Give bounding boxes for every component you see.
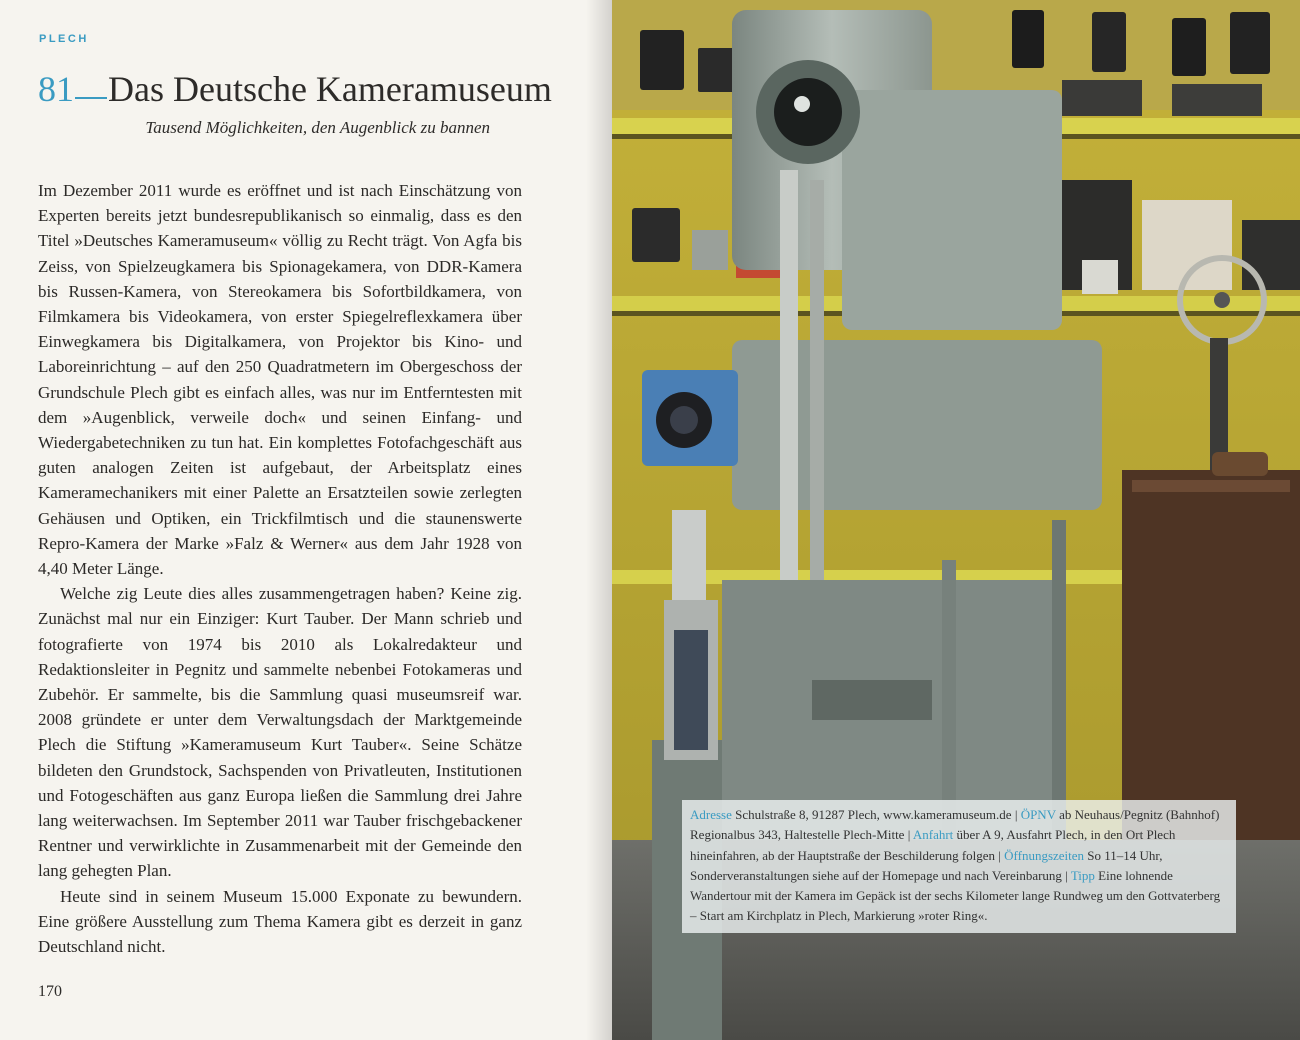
- hours-label: Öffnungszeiten: [1004, 847, 1085, 863]
- chapter-title: Das Deutsche Kameramuseum: [108, 69, 552, 109]
- tip-label: Tipp: [1070, 867, 1095, 883]
- left-page: [0, 0, 612, 1040]
- page-number: 170: [38, 983, 62, 1000]
- paragraph: Welche zig Leute dies alles zusammengetragen haben? Keine zig. Zunächst mal nur ein Einziger: Kurt Tauber. Der Mann schrieb und fotografierte von 1974 bis 2010 als Lokalredakteur und Redaktionsleiter in Pegnitz und sammelte nebenbei Fotokameras und Zubehör. Er sammelte, bis die Sammlung quasi museumsreif war. 2008 gründete er unter dem Verwaltungsdach der Marktgemeinde Plech die Stiftung »Kameramuseum Kurt Tauber«. Seine Schätze bildeten den Grundstock, Sachspenden von Privatleuten, Institutionen und Fotogeschäften aus ganz Europa ließen die Sammlung drei Jahre lang weiterwachsen. Im September 2011 war Tauber frischgebackener Rentner und verwirklichte in Zusammenarbeit mit der Gemeinde den lang gehegten Plan.: [38, 584, 522, 881]
- chapter-number: 81: [38, 69, 74, 109]
- chapter-subtitle: Tausend Möglichkeiten, den Augenblick zu bannen: [145, 118, 490, 137]
- transit-text: ab Neuhaus/Pegnitz (Bahnhof) Regionalbus 343, Haltestelle Plech-Mitte: [690, 807, 1220, 843]
- tip-text: Eine lohnende Wandertour mit der Kamera im Gepäck ist der sechs Kilometer lange Rundweg um den Gottvaterberg – Start am Kirchplatz in Plech, Markierung »roter Ring«.: [690, 867, 1221, 924]
- address-label: Adresse: [690, 807, 732, 822]
- running-head: PLECH: [39, 33, 89, 45]
- chapter-heading: [38, 68, 552, 110]
- info-box: Adresse Schulstraße 8, 91287 Plech, www.kameramuseum.de | ÖPNV ab Neuhaus/Pegnitz (Bahnhof) Regionalbus 343, Haltestelle Plech-Mitte | Anfahrt über A 9, Ausfahrt Plech, in den Ort Plech hineinfahren, ab der Hauptstraße der Beschilderung folgen | Öffnungszeiten So 11–14 Uhr, Sonderveranstaltungen siehe auf der Homepage und nach Vereinbarung | Tipp Eine lohnende Wandertour mit der Kamera im Gepäck ist der sechs Kilometer lange Rundweg um den Gottvaterberg – Start am Kirchplatz in Plech, Markierung »roter Ring«.: [682, 800, 1236, 933]
- paragraph: Im Dezember 2011 wurde es eröffnet und ist nach Einschätzung von Experten bereits jetzt bundesrepublikanisch so einmalig, dass es den Titel »Deutsches Kameramuseum« völlig zu Recht trägt. Von Agfa bis Zeiss, von Spielzeugkamera bis Spionagekamera, von DDR-Kamera bis Russen-Kamera, von Stereokamera bis Sofortbildkamera, von Filmkamera bis Videokamera, von erster Spiegelreflexkamera über Einwegkamera bis Digitalkamera, von Projektor bis Kino- und Laboreinrichtung – auf den 250 Quadratmetern im Obergeschoss der Grundschule Plech gibt es einfach alles, was nur im Entferntesten mit dem »Augenblick, verweile doch« und seinen Einfang- und Wiedergabetechniken zu tun hat. Ein komplettes Fotofachgeschäft aus guten analogen Zeiten ist aufgebaut, der Arbeitsplatz eines Kameramechanikers mit einer Palette an Ersatzteilen sowie zerlegten Gehäusen und Optiken, ein Trickfilmtisch und die staunenswerte Repro-Kamera der Marke »Falz & Werner« aus dem Jahr 1928 von 4,40 Meter Länge.: [38, 181, 522, 579]
- paragraph: Heute sind in seinem Museum 15.000 Exponate zu bewundern. Eine größere Ausstellung zum Thema Kamera gibt es derzeit in ganz Deutschland nicht.: [38, 886, 522, 957]
- body-text: [38, 178, 522, 959]
- transit-label: ÖPNV: [1020, 807, 1056, 822]
- address-text: Schulstraße 8, 91287 Plech, www.kameramuseum.de: [735, 807, 1012, 822]
- directions-text: über A 9, Ausfahrt Plech, in den Ort Plech hineinfahren, ab der Hauptstraße der Beschilderung folgen: [690, 827, 1176, 863]
- right-page: [612, 0, 1300, 1040]
- hours-text: So 11–14 Uhr, Sonderveranstaltungen siehe auf der Homepage und nach Vereinbarung: [690, 847, 1163, 883]
- directions-label: Anfahrt: [912, 827, 954, 843]
- title-rule: [75, 97, 107, 99]
